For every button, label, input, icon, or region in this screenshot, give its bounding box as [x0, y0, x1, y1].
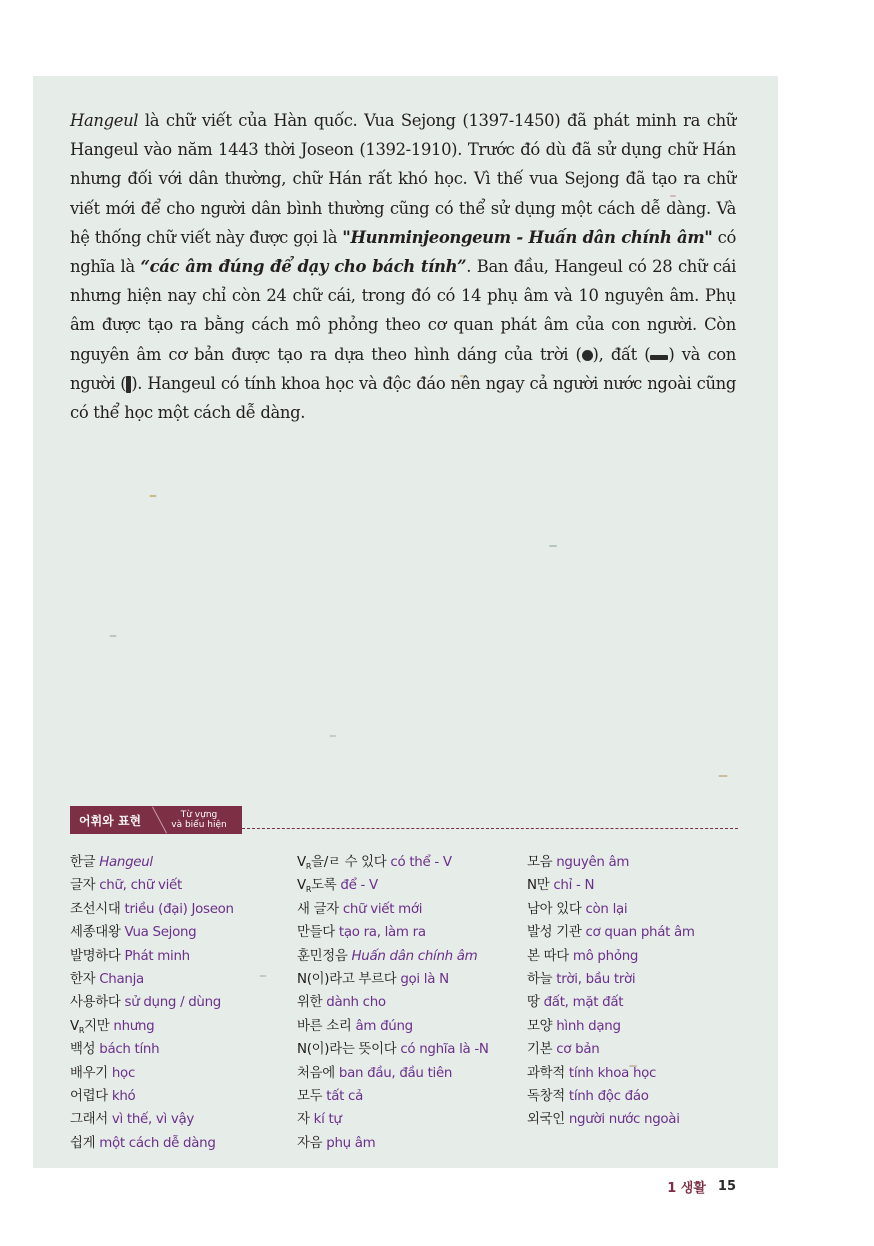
vocab-korean-text: 사용하다	[70, 995, 121, 1011]
vocab-vietnamese: triều (đại) Joseon	[124, 901, 234, 917]
vocab-korean	[70, 902, 121, 917]
vocab-column-1	[70, 851, 234, 1155]
vocab-korean-text: 지만	[84, 1018, 110, 1034]
vocab-item	[70, 991, 234, 1014]
vocab-korean	[70, 1066, 108, 1081]
vocab-korean-text: 만들다	[297, 925, 335, 941]
vocab-korean	[70, 878, 95, 893]
intro-text-5: ) và con người (	[70, 344, 737, 393]
vocab-item	[70, 968, 234, 991]
vocab-korean: $V_R$을/ㄹ 수 있다	[297, 855, 387, 871]
vocab-korean	[527, 1066, 565, 1081]
vocab-korean	[297, 995, 322, 1010]
vocab-item	[527, 1038, 695, 1061]
vocab-korean-text: 외국인	[527, 1112, 565, 1128]
vocab-vietnamese: Chanja	[99, 971, 144, 987]
vocab-korean	[527, 878, 549, 893]
vocab-korean-text: 조선시대	[70, 901, 121, 917]
vocab-item	[527, 874, 695, 897]
vocab-vietnamese: nhưng	[113, 1018, 155, 1034]
vocab-korean	[527, 1112, 565, 1127]
vocab-korean-text: 새 글자	[297, 901, 339, 917]
vocab-vietnamese: chữ viết mới	[342, 901, 423, 917]
vocab-vietnamese: một cách dễ dàng	[99, 1135, 216, 1151]
vocab-vietnamese: tính độc đáo	[568, 1088, 649, 1104]
vocab-korean-text: 자	[297, 1112, 310, 1128]
intro-term: "Hunminjeongeum - Huấn dân chính âm"	[342, 227, 713, 247]
vocab-item	[527, 898, 695, 921]
vocab-vietnamese: còn lại	[585, 901, 628, 917]
vocab-item	[527, 991, 695, 1014]
vocab-item	[527, 968, 695, 991]
vocab-item	[527, 1085, 695, 1108]
vocab-item	[297, 874, 489, 897]
page-number: 15	[717, 1179, 736, 1194]
intro-text-6: ). Hangeul có tính khoa học và độc đáo nên ngay cả người nước ngoài cũng có thể học một cách dễ dàng.	[70, 373, 737, 423]
vocab-korean	[297, 1112, 310, 1127]
vocab-korean: $V_R$지만	[70, 1018, 110, 1035]
vocab-korean	[70, 972, 95, 987]
vocab-header-korean: 어휘와 표현	[79, 813, 142, 828]
vocab-korean-text: 훈민정음	[297, 948, 348, 964]
vocab-vietnamese: có nghĩa là -N	[400, 1042, 489, 1058]
vocab-vietnamese: ban đầu, đầu tiên	[338, 1065, 453, 1081]
vocab-vietnamese: chữ, chữ viết	[99, 878, 182, 894]
vocab-korean-text: 처음에	[297, 1065, 335, 1081]
vocab-subscript: R	[305, 885, 312, 895]
vocab-korean-text: 남아 있다	[527, 901, 582, 917]
vocab-item	[297, 1038, 489, 1061]
vocab-korean-text: 모두	[297, 1088, 323, 1104]
vocab-item	[297, 1108, 489, 1131]
intro-meaning: “các âm đúng để dạy cho bách tính”	[140, 257, 467, 277]
vocab-korean-text: 글자	[70, 878, 96, 894]
vocab-korean-text: N(이)라고 부르다	[297, 971, 397, 987]
vocab-korean	[297, 925, 335, 940]
vocab-korean	[297, 1089, 322, 1104]
vocab-korean: $V_R$도록	[297, 878, 337, 895]
vocab-vietnamese: có thể - V	[390, 855, 452, 870]
vocab-korean-text: 과학적	[527, 1065, 565, 1081]
vocab-item	[297, 921, 489, 944]
vocab-vietnamese: học	[111, 1065, 136, 1081]
intro-text-3: . Ban đầu, Hangeul có 28 chữ cái nhưng hiện nay chỉ còn 24 chữ cái, trong đó có 14 phụ âm và 10 nguyên âm. Phụ âm được tạo ra bằng cách mô phỏng theo cơ quan phát âm của con người. Còn nguyên âm cơ bản được tạo ra dựa theo hình dáng của trời (	[70, 257, 737, 364]
vocab-vietnamese: tất cả	[326, 1088, 363, 1104]
vocab-korean-text: 을/ㄹ 수 있다	[311, 855, 387, 870]
vocab-korean-text: 발성 기관	[527, 925, 582, 941]
vocab-korean	[297, 1019, 352, 1034]
vocab-korean	[297, 902, 339, 917]
vocab-korean-text: 한자	[70, 971, 96, 987]
vocab-korean	[297, 949, 348, 964]
vocab-vietnamese: bách tính	[99, 1042, 160, 1058]
vocab-vietnamese: âm đúng	[355, 1018, 413, 1034]
vocab-vietnamese: dành cho	[326, 995, 386, 1011]
vocab-korean-text: N(이)라는 뜻이다	[297, 1042, 397, 1058]
vocab-item	[297, 1015, 489, 1038]
vocab-item	[297, 851, 489, 874]
vocab-subscript: R	[78, 1025, 85, 1035]
vocab-vietnamese: gọi là N	[400, 971, 449, 987]
vocab-item	[527, 851, 695, 874]
vocab-korean-text: 쉽게	[70, 1135, 96, 1151]
vocab-item	[70, 874, 234, 897]
intro-text-2: có nghĩa là	[70, 227, 736, 277]
intro-text-4: ), đất (	[592, 344, 651, 364]
page-footer	[667, 1177, 736, 1196]
vocab-item	[527, 1062, 695, 1085]
vocab-korean-text: 모음	[527, 855, 553, 870]
vocab-korean	[70, 1136, 95, 1151]
vocab-item	[70, 921, 234, 944]
vocab-korean	[297, 1066, 335, 1081]
vocab-vietnamese: Hangeul	[99, 855, 153, 870]
vocab-vietnamese: Vua Sejong	[124, 925, 197, 941]
vocab-vietnamese: sử dụng / dùng	[124, 995, 222, 1011]
vocab-vietnamese: nguyên âm	[556, 855, 630, 870]
vocab-vietnamese: vì thế, vì vậy	[111, 1112, 195, 1128]
vocab-vietnamese: người nước ngoài	[568, 1112, 680, 1128]
vocab-vietnamese: khó	[111, 1088, 136, 1104]
vocab-korean-text: 모양	[527, 1018, 553, 1034]
vocab-korean	[527, 902, 582, 917]
vocab-korean-text: 발명하다	[70, 948, 121, 964]
intro-text-1: là chữ viết của Hàn quốc. Vua Sejong (1397-1450) đã phát minh ra chữ Hangeul vào năm 1443 thời Joseon (1392-1910). Trước đó dù đã sử dụng chữ Hán nhưng đối với dân thường, chữ Hán rất khó học. Vì thế vua Sejong đã tạo ra chữ viết mới để cho người dân bình thường cũng có thể sử dụng một cách dễ dàng. Và hệ thống chữ viết này được gọi là	[70, 111, 736, 247]
vocab-vietnamese: Phát minh	[124, 948, 190, 964]
vocab-korean	[70, 949, 121, 964]
chapter-label: 1 생활	[667, 1181, 706, 1196]
vocab-korean	[70, 995, 121, 1010]
vocab-korean-text: 바른 소리	[297, 1018, 352, 1034]
vocab-korean	[70, 925, 121, 940]
vocab-vietnamese: phụ âm	[326, 1135, 376, 1151]
vocab-item	[70, 1038, 234, 1061]
vocab-korean	[527, 855, 552, 870]
vocab-header	[70, 806, 242, 834]
vocab-item	[70, 851, 234, 874]
vocab-vietnamese: cơ bản	[556, 1042, 600, 1058]
intro-paragraph	[70, 106, 736, 427]
vocab-item	[70, 1132, 234, 1155]
vocab-item	[297, 1085, 489, 1108]
vocab-header-vietnamese: Từ vựng và biểu hiện	[171, 810, 227, 830]
heaven-dot-icon	[582, 350, 593, 361]
vocab-korean	[297, 1042, 396, 1057]
vocab-column-2	[297, 851, 489, 1155]
vocab-vietnamese: tính khoa học	[568, 1065, 657, 1081]
vocab-korean	[527, 972, 552, 987]
vocab-korean	[70, 855, 95, 870]
vocab-korean-text: N만	[527, 878, 550, 894]
vocab-item	[70, 1085, 234, 1108]
vocab-korean-text: 독창적	[527, 1088, 565, 1104]
vocab-item	[297, 898, 489, 921]
vocab-korean	[70, 1089, 108, 1104]
vocab-korean	[527, 995, 540, 1010]
vocab-item	[297, 945, 489, 968]
vocab-korean-text: 어렵다	[70, 1088, 108, 1104]
vocab-vietnamese: tạo ra, làm ra	[338, 925, 426, 941]
vocab-korean-text: 자음	[297, 1135, 323, 1151]
vocab-korean	[527, 1019, 552, 1034]
vocab-korean-text: 본 따다	[527, 948, 569, 964]
vocab-vietnamese: đất, mặt đất	[543, 995, 624, 1011]
vocab-vietnamese: chỉ - N	[553, 878, 595, 894]
vocab-item	[70, 898, 234, 921]
vocab-vietnamese: cơ quan phát âm	[585, 925, 695, 941]
vocab-korean	[527, 925, 582, 940]
vocab-korean-text: 땅	[527, 995, 540, 1011]
vocab-item	[297, 968, 489, 991]
vocab-korean	[297, 1136, 322, 1151]
vocab-item	[70, 1108, 234, 1131]
vocab-item	[527, 945, 695, 968]
vocab-korean-text: 백성	[70, 1042, 96, 1058]
vocab-item	[527, 921, 695, 944]
vocab-korean-text: 하늘	[527, 971, 553, 987]
vocab-korean-text: 그래서	[70, 1112, 108, 1128]
vocab-item	[297, 1132, 489, 1155]
vocab-vietnamese: mô phỏng	[572, 948, 639, 964]
vocab-item	[527, 1015, 695, 1038]
vocab-korean	[70, 1112, 108, 1127]
vocab-korean-text: 도록	[311, 878, 337, 894]
vocab-subscript: R	[305, 862, 312, 871]
intro-hangeul: Hangeul	[70, 111, 139, 130]
vocab-korean-text: 세종대왕	[70, 925, 121, 941]
vocab-vietnamese: kí tự	[313, 1112, 342, 1128]
vocab-korean	[297, 972, 396, 987]
vocab-korean	[527, 1089, 565, 1104]
vocab-korean-text: 위한	[297, 995, 323, 1011]
earth-bar-icon	[650, 355, 668, 360]
vocab-dashed-rule	[242, 828, 738, 829]
vocab-vietnamese: để - V	[340, 878, 378, 894]
vocab-vietnamese: trời, bầu trời	[556, 971, 636, 987]
vocab-korean	[70, 1042, 95, 1057]
vocab-item	[527, 1108, 695, 1131]
vocab-item	[70, 945, 234, 968]
vocab-korean-text: 기본	[527, 1042, 553, 1058]
vocab-korean	[527, 949, 569, 964]
vocab-item	[297, 1062, 489, 1085]
vocab-column-3	[527, 851, 695, 1132]
vocab-item	[70, 1062, 234, 1085]
vocab-korean-text: 배우기	[70, 1065, 108, 1081]
vocab-item	[70, 1015, 234, 1038]
vocab-item	[297, 991, 489, 1014]
vocab-korean-text: 한글	[70, 855, 96, 870]
vocab-vietnamese: Huấn dân chính âm	[351, 948, 478, 964]
vocab-vietnamese: hình dạng	[556, 1018, 621, 1034]
vocab-korean	[527, 1042, 552, 1057]
